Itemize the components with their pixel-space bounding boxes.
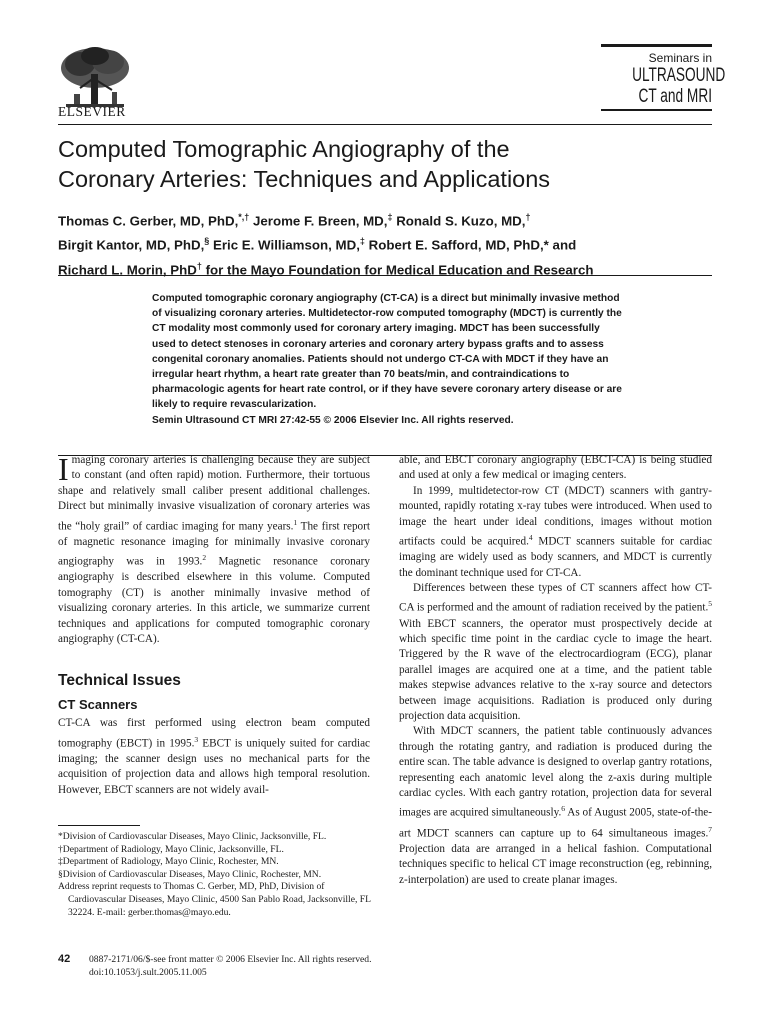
footnote-address: Address reprint requests to Thomas C. Gerber, MD, PhD, Division of Cardiovascular Diseases, Mayo Clinic, 4500 San Pablo Road, Jacksonville, FL 32224. E-mail: gerber.thomas@mayo.edu.	[58, 881, 371, 918]
journal-title: ULTRASOUND	[632, 65, 726, 86]
footnote: *Division of Cardiovascular Diseases, Mayo Clinic, Jacksonville, FL.	[58, 831, 327, 842]
footnote: †Department of Radiology, Mayo Clinic, Jacksonville, FL.	[58, 843, 284, 855]
page-number: 42	[58, 953, 71, 965]
body-column-left	[58, 453, 370, 798]
header-rule	[58, 124, 712, 125]
copyright-line: 0887-2171/06/$-see front matter © 2006 Elsevier Inc. All rights reserved.	[89, 954, 372, 965]
body-paragraph: Differences between these types of CT scanners affect how CT-CA is performed and the amount of radiation received by the patient.$^5$ With EBCT scanners, the operator must prospectively decide at which specific time point in the cardiac cycle to image the heart. Triggered by the R wave of the electrocardiogram (ECG), planar parallel images are acquired one at a time, and the patient table makes stepwise advances relative to the x-ray source and detectors between image acquisitions. Radiation is produced only during projection data acquisition.	[399, 581, 712, 722]
body-paragraph: In 1999, multidetector-row CT (MDCT) scanners with gantry-mounted, rapidly rotating x-ray tubes were introduced. When used to image the heart under ideal conditions, images without motion artifacts could be acquired.$^4$ MDCT scanners suitable for cardiac imaging are widely used as body scanners, and MDCT is currently the dominant technique used for CT-CA.	[399, 484, 712, 579]
body-paragraph: able, and EBCT coronary angiography (EBCT-CA) is being studied and used at only a few medical or imaging centers.	[399, 454, 712, 482]
article-title: Computed Tomographic Angiography of the Coronary Arteries: Techniques and Applications	[58, 136, 551, 192]
body-column-right	[399, 453, 712, 888]
abstract-text: Computed tomographic coronary angiography (CT-CA) is a direct but minimally invasive method of visualizing coronary arteries. Multidetector-row computed tomography (MDCT) is currently the CT modality most commonly used for coronary artery imaging. MDCT has been successfully used to detect stenoses in coronary arteries and coronary artery bypass grafts and to assess congenital coronary anomalies. Patients should not undergo CT-CA with MDCT if they have an irregular heart rhythm, a heart rate greater than 70 beats/min, and contraindications to pharmacologic agents for heart rate control, or if they have severe coronary artery disease or are likely to require revascularization.	[152, 293, 622, 411]
publisher-name: ELSEVIER	[58, 104, 126, 119]
journal-subtitle: CT and MRI	[638, 86, 712, 107]
journal-series: Seminars in	[648, 51, 712, 65]
author-list: Thomas C. Gerber, MD, PhD,*,† Jerome F. Breen, MD,‡ Ronald S. Kuzo, MD,† Birgit Kantor, MD, PhD,§ Eric E. Williamson, MD,‡ Robert E. Safford, MD, PhD,* and Richard L. Morin, PhD† for the Mayo Foundation for Medical Education and Research	[58, 212, 594, 278]
footnote-rule	[58, 825, 140, 826]
section-heading: Technical Issues	[58, 672, 181, 690]
body-paragraph: With MDCT scanners, the patient table continuously advances through the rotating gantry, and radiation is produced during the entire scan. The table advance is designed to overlap gantry rotations, representing each anatomic level along the z-axis during multiple cardiac cycles. With each gantry rotation, projection data for several images are acquired simultaneously.$^6$ As of August 2005, state-of-the-art MDCT scanners can capture up to 64 simultaneous images.$^7$ Projection data are arranged in a helical fashion. Computational techniques specific to helical CT image reconstruction (eg, rebinning, z-interpolation) are used to create planar images.	[399, 725, 712, 886]
body-paragraph: CT-CA was first performed using electron beam computed tomography (EBCT) in 1995.$^3$ EBCT is uniquely suited for cardiac imaging; the scanner design uses no mechanical parts for the acquisition of projection data and allows high temporal resolution. However, EBCT scanners are not widely avail-	[58, 717, 371, 796]
footnote: ‡Department of Radiology, Mayo Clinic, Rochester, MN.	[58, 856, 279, 868]
abstract-citation: Semin Ultrasound CT MRI 27:42-55 © 2006 Elsevier Inc. All rights reserved.	[152, 414, 514, 426]
authors-rule	[58, 275, 712, 276]
subsection-heading: CT Scanners	[58, 696, 138, 712]
drop-cap: I	[58, 451, 69, 487]
page-footer	[89, 953, 372, 979]
footnote: §Division of Cardiovascular Diseases, Mayo Clinic, Rochester, MN.	[58, 868, 322, 880]
doi-line: doi:10.1053/j.sult.2005.11.005	[89, 967, 207, 978]
journal-masthead	[601, 44, 726, 111]
abstract	[152, 291, 622, 428]
footnotes	[58, 831, 376, 919]
intro-paragraph: Imaging coronary arteries is challenging because they are subject to constant (and often rapid) motion. Furthermore, their tortuous shape and relatively small caliber present additional challenges. Direct but minimally invasive visualization of coronary arteries was the “holy grail” of cardiac imaging for many years.$^1$ The first report of magnetic resonance imaging for minimally invasive coronary angiography was in 1993.$^2$ Magnetic resonance coronary angiography is described elsewhere in this volume. Computed tomography (CT) is another minimally invasive method of visualizing coronary arteries. In this article, we summarize current techniques and applications for computed tomographic coronary angiography (CT-CA).	[58, 451, 370, 645]
